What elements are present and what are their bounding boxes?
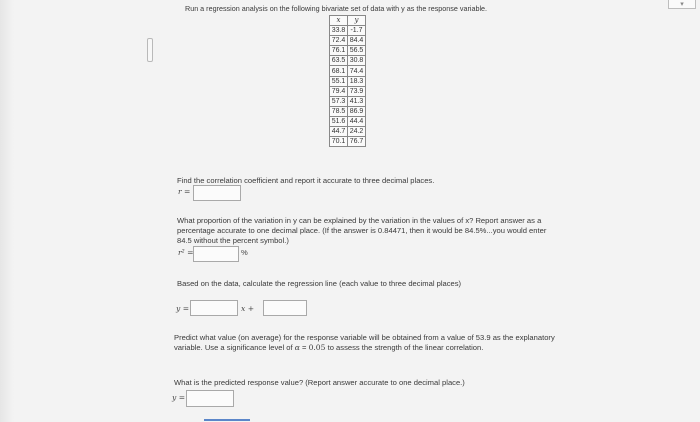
cell-x: 78.5 <box>330 106 348 116</box>
prediction-input[interactable] <box>186 390 234 407</box>
table-row <box>330 26 366 36</box>
table-row <box>330 86 366 96</box>
focus-underline <box>204 419 250 421</box>
prediction-prompt-text-1: Predict what value (on average) for the response variable will be obtained from a value of 53.9 as the explanatory variable. Use a significance level of <box>174 333 555 352</box>
correlation-input[interactable] <box>193 185 241 201</box>
cell-x: 63.5 <box>330 56 348 66</box>
slope-input[interactable] <box>190 300 238 316</box>
cell-y: 84.4 <box>348 36 366 46</box>
r-squared-label: r² = <box>178 248 194 257</box>
table-row <box>330 96 366 106</box>
cell-y: 76.7 <box>348 137 366 147</box>
percent-unit: % <box>241 248 248 257</box>
regression-x-label: x + <box>241 304 255 313</box>
column-header-y: y <box>348 16 366 26</box>
cell-y: 30.8 <box>348 56 366 66</box>
table-row <box>330 106 366 116</box>
regression-prompt: Based on the data, calculate the regression line (each value to three decimal places) <box>177 279 462 288</box>
cell-y: 86.9 <box>348 106 366 116</box>
table-row <box>330 66 366 76</box>
prediction-y-label: y = <box>172 393 186 402</box>
table-row <box>330 76 366 86</box>
table-row <box>330 56 366 66</box>
question-intro: Run a regression analysis on the following bivariate set of data with y as the response variable. <box>185 4 488 13</box>
cell-x: 79.4 <box>330 86 348 96</box>
data-table <box>329 15 366 147</box>
cell-x: 51.6 <box>330 116 348 126</box>
r-label: r = <box>178 187 191 196</box>
alpha-eq: = <box>302 343 307 352</box>
correlation-prompt: Find the correlation coefficient and report it accurate to three decimal places. <box>177 176 435 185</box>
cell-x: 57.3 <box>330 96 348 106</box>
cell-y: 18.3 <box>348 76 366 86</box>
regression-y-label: y = <box>176 304 190 313</box>
alpha-symbol: α <box>294 343 300 352</box>
alpha-value: 0.05 <box>308 343 326 352</box>
prediction-prompt <box>174 333 566 353</box>
cell-y: 56.5 <box>348 46 366 56</box>
cell-y: 41.3 <box>348 96 366 106</box>
table-header-row <box>330 16 366 26</box>
table-row <box>330 116 366 126</box>
r-squared-input[interactable] <box>193 246 239 262</box>
cell-x: 44.7 <box>330 127 348 137</box>
page-edge <box>0 0 14 422</box>
cell-x: 72.4 <box>330 36 348 46</box>
table-row <box>330 127 366 137</box>
prediction-prompt-text-2: to assess the strength of the linear correlation. <box>327 343 484 352</box>
cell-x: 70.1 <box>330 137 348 147</box>
r-squared-prompt: What proportion of the variation in y can be explained by the variation in the values of x? Report answer as a percentage accurate to one decimal place. (If the answer is 0.84471, then it would be 84.5%...you would enter 84.5 without the percent symbol.) <box>177 216 547 245</box>
cell-x: 68.1 <box>330 66 348 76</box>
cell-x: 33.8 <box>330 26 348 36</box>
chevron-down-icon[interactable]: ▾ <box>668 0 696 9</box>
predicted-response-question: What is the predicted response value? (Report answer accurate to one decimal place.) <box>174 378 465 387</box>
cell-y: 73.9 <box>348 86 366 96</box>
column-header-x: x <box>330 16 348 26</box>
table-row <box>330 137 366 147</box>
table-row <box>330 36 366 46</box>
table-row <box>330 46 366 56</box>
cell-x: 76.1 <box>330 46 348 56</box>
scroll-handle[interactable] <box>147 38 153 62</box>
cell-y: 44.4 <box>348 116 366 126</box>
cell-y: 24.2 <box>348 127 366 137</box>
intercept-input[interactable] <box>263 300 307 316</box>
cell-x: 55.1 <box>330 76 348 86</box>
cell-y: 74.4 <box>348 66 366 76</box>
cell-y: -1.7 <box>348 26 366 36</box>
